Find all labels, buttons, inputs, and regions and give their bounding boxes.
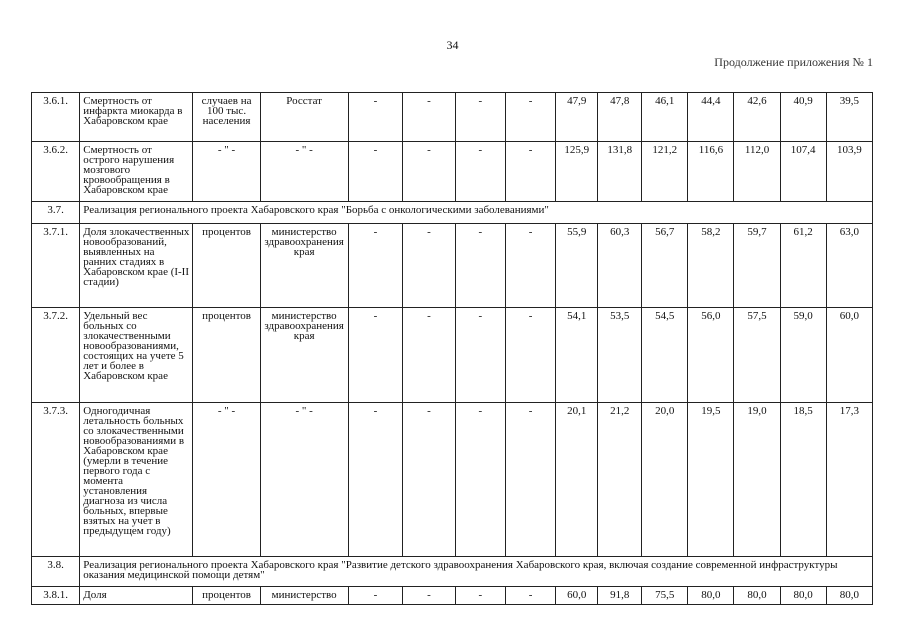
unit-cell: случаев на 100 тыс. населения xyxy=(193,93,260,142)
table-row xyxy=(32,403,873,557)
empty-value-cell: - xyxy=(348,403,403,557)
value-cell: 55,9 xyxy=(556,224,598,308)
empty-value-cell: - xyxy=(505,587,555,605)
indicators-table xyxy=(31,92,873,605)
indicator-name-cell: Смертность от острого нарушения мозгового кровообращения в Хабаровском крае xyxy=(80,142,193,202)
page-number: 34 xyxy=(446,38,459,52)
value-cell: 58,2 xyxy=(688,224,734,308)
table-row xyxy=(32,224,873,308)
table-row xyxy=(32,93,873,142)
empty-value-cell: - xyxy=(505,403,555,557)
row-id-cell: 3.8. xyxy=(32,557,80,587)
indicator-name-cell: Доля xyxy=(80,587,193,605)
value-cell: 20,1 xyxy=(556,403,598,557)
unit-cell: процентов xyxy=(193,224,260,308)
value-cell: 107,4 xyxy=(780,142,826,202)
indicator-name-cell: Удельный вес больных со злокачественными новообразованиями, состоящих на учете 5 лет и более в Хабаровском крае xyxy=(80,308,193,403)
row-id-cell: 3.7.1. xyxy=(32,224,80,308)
value-cell: 112,0 xyxy=(734,142,780,202)
source-cell: - " - xyxy=(260,142,348,202)
value-cell: 61,2 xyxy=(780,224,826,308)
indicator-name-cell: Доля злокачественных новообразований, выявленных на ранних стадиях в Хабаровском крае (I-II стадии) xyxy=(80,224,193,308)
source-cell: министерство здравоохранения края xyxy=(260,224,348,308)
empty-value-cell: - xyxy=(455,587,505,605)
value-cell: 75,5 xyxy=(642,587,688,605)
table-row xyxy=(32,142,873,202)
value-cell: 60,3 xyxy=(598,224,642,308)
value-cell: 40,9 xyxy=(780,93,826,142)
value-cell: 56,0 xyxy=(688,308,734,403)
source-cell: Росстат xyxy=(260,93,348,142)
empty-value-cell: - xyxy=(455,142,505,202)
value-cell: 56,7 xyxy=(642,224,688,308)
value-cell: 80,0 xyxy=(780,587,826,605)
value-cell: 116,6 xyxy=(688,142,734,202)
empty-value-cell: - xyxy=(455,93,505,142)
unit-cell: процентов xyxy=(193,308,260,403)
value-cell: 121,2 xyxy=(642,142,688,202)
empty-value-cell: - xyxy=(403,93,455,142)
value-cell: 59,7 xyxy=(734,224,780,308)
row-id-cell: 3.7.3. xyxy=(32,403,80,557)
row-id-cell: 3.8.1. xyxy=(32,587,80,605)
table-row xyxy=(32,202,873,224)
indicator-name-cell: Одногодичная летальность больных со злокачественными новообразованиями в Хабаровском крае (умерли в течение первого года с момента установления диагноза из числа больных, впервые взятых на учет в предыдущем году) xyxy=(80,403,193,557)
section-title-cell: Реализация регионального проекта Хабаровского края "Борьба с онкологическими заболеваниями" xyxy=(80,202,873,224)
empty-value-cell: - xyxy=(348,308,403,403)
value-cell: 20,0 xyxy=(642,403,688,557)
value-cell: 59,0 xyxy=(780,308,826,403)
table-row xyxy=(32,557,873,587)
value-cell: 80,0 xyxy=(734,587,780,605)
value-cell: 63,0 xyxy=(826,224,872,308)
empty-value-cell: - xyxy=(455,403,505,557)
empty-value-cell: - xyxy=(505,142,555,202)
value-cell: 54,5 xyxy=(642,308,688,403)
value-cell: 91,8 xyxy=(598,587,642,605)
value-cell: 46,1 xyxy=(642,93,688,142)
row-id-cell: 3.6.2. xyxy=(32,142,80,202)
appendix-note: Продолжение приложения № 1 xyxy=(714,55,873,69)
value-cell: 47,9 xyxy=(556,93,598,142)
table-row xyxy=(32,308,873,403)
empty-value-cell: - xyxy=(348,224,403,308)
unit-cell: - " - xyxy=(193,142,260,202)
empty-value-cell: - xyxy=(403,308,455,403)
row-id-cell: 3.7. xyxy=(32,202,80,224)
empty-value-cell: - xyxy=(455,224,505,308)
value-cell: 60,0 xyxy=(826,308,872,403)
empty-value-cell: - xyxy=(505,93,555,142)
source-cell: министерство здравоохранения края xyxy=(260,308,348,403)
value-cell: 125,9 xyxy=(556,142,598,202)
value-cell: 19,5 xyxy=(688,403,734,557)
value-cell: 60,0 xyxy=(556,587,598,605)
value-cell: 39,5 xyxy=(826,93,872,142)
value-cell: 53,5 xyxy=(598,308,642,403)
empty-value-cell: - xyxy=(348,93,403,142)
unit-cell: - " - xyxy=(193,403,260,557)
empty-value-cell: - xyxy=(348,142,403,202)
value-cell: 42,6 xyxy=(734,93,780,142)
empty-value-cell: - xyxy=(505,308,555,403)
empty-value-cell: - xyxy=(403,224,455,308)
empty-value-cell: - xyxy=(348,587,403,605)
row-id-cell: 3.7.2. xyxy=(32,308,80,403)
value-cell: 18,5 xyxy=(780,403,826,557)
source-cell: - " - xyxy=(260,403,348,557)
empty-value-cell: - xyxy=(455,308,505,403)
value-cell: 80,0 xyxy=(826,587,872,605)
value-cell: 17,3 xyxy=(826,403,872,557)
value-cell: 57,5 xyxy=(734,308,780,403)
value-cell: 54,1 xyxy=(556,308,598,403)
empty-value-cell: - xyxy=(403,403,455,557)
value-cell: 47,8 xyxy=(598,93,642,142)
value-cell: 44,4 xyxy=(688,93,734,142)
table-row xyxy=(32,587,873,605)
empty-value-cell: - xyxy=(403,142,455,202)
section-title-cell: Реализация регионального проекта Хабаровского края "Развитие детского здравоохранения Хабаровского края, включая создание современной инфраструктуры оказания медицинской помощи детям" xyxy=(80,557,873,587)
row-id-cell: 3.6.1. xyxy=(32,93,80,142)
empty-value-cell: - xyxy=(505,224,555,308)
indicator-name-cell: Смертность от инфаркта миокарда в Хабаровском крае xyxy=(80,93,193,142)
value-cell: 103,9 xyxy=(826,142,872,202)
value-cell: 131,8 xyxy=(598,142,642,202)
value-cell: 21,2 xyxy=(598,403,642,557)
source-cell: министерство xyxy=(260,587,348,605)
unit-cell: процентов xyxy=(193,587,260,605)
value-cell: 19,0 xyxy=(734,403,780,557)
value-cell: 80,0 xyxy=(688,587,734,605)
empty-value-cell: - xyxy=(403,587,455,605)
